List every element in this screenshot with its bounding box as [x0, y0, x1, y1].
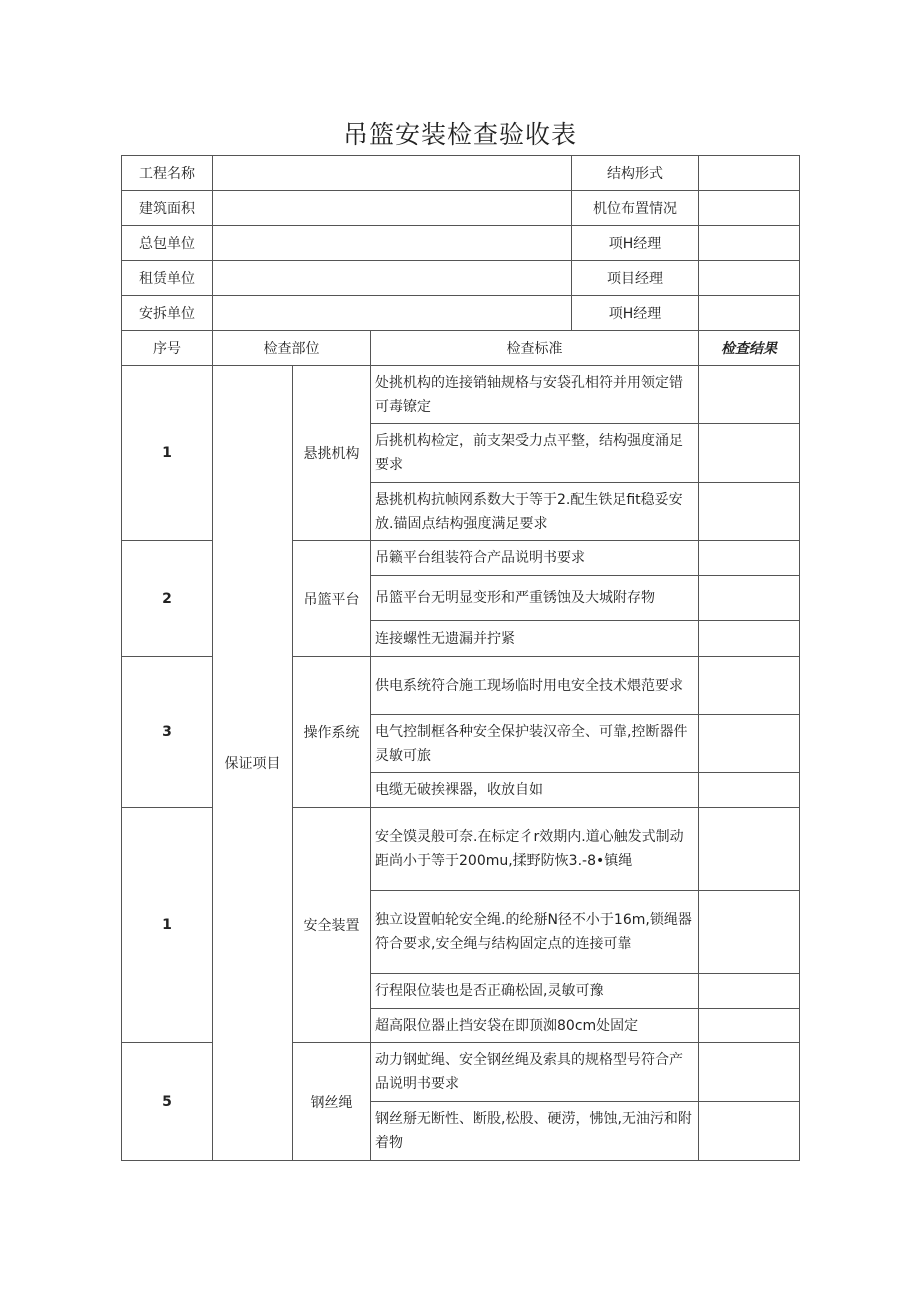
info-row: [122, 226, 800, 261]
standard-text: 吊篮平台无明显变形和严重锈蚀及大城附存物: [371, 576, 699, 621]
lease-unit-value: [213, 261, 572, 296]
check-part: 操作系统: [293, 657, 371, 808]
standard-text: 超高限位器止挡安袋在即顶洳80cm处固定: [371, 1009, 699, 1043]
check-part: 悬挑机构: [293, 366, 371, 541]
project-name-value: [213, 156, 572, 191]
standard-text: 行程限位装也是否正确松固,灵敏可豫: [371, 974, 699, 1009]
result-cell: [699, 773, 800, 808]
result-cell: [699, 808, 800, 891]
general-contractor-value: [213, 226, 572, 261]
standard-header: 检查标准: [371, 331, 699, 366]
page-title: 吊篮安装检查验收表: [342, 120, 577, 149]
result-cell: [699, 621, 800, 657]
seq-header: 序号: [122, 331, 213, 366]
structure-label: 结构形式: [572, 156, 699, 191]
result-cell: [699, 974, 800, 1009]
standard-text: 处挑机构的连接销轴规格与安袋孔相符并用领定错可毒镣定: [371, 366, 699, 424]
result-cell: [699, 657, 800, 715]
group-number: 2: [122, 541, 213, 657]
lease-unit-label: 租赁单位: [122, 261, 213, 296]
group-number: 1: [122, 366, 213, 541]
result-cell: [699, 541, 800, 576]
result-cell: [699, 1102, 800, 1161]
standard-text: 动力钢虻绳、安全钢丝绳及索具的规格型号符合产品说明书要求: [371, 1043, 699, 1102]
info-row: [122, 261, 800, 296]
check-part: 钢丝绳: [293, 1043, 371, 1161]
install-unit-label: 安拆单位: [122, 296, 213, 331]
result-cell: [699, 483, 800, 541]
area-label: 建筑面积: [122, 191, 213, 226]
standard-text: 供电系统符合施工现场临时用电安全技术煨范要求: [371, 657, 699, 715]
group-number: 3: [122, 657, 213, 808]
general-contractor-label: 总包单位: [122, 226, 213, 261]
project-name-label: 工程名称: [122, 156, 213, 191]
result-cell: [699, 1009, 800, 1043]
result-cell: [699, 891, 800, 974]
manager-value-3: [699, 296, 800, 331]
category-cell: 保证项目: [213, 366, 293, 1161]
check-part: 吊篮平台: [293, 541, 371, 657]
standard-text: 后挑机构检定，前支架受力点平整，结构强度涌足要求: [371, 424, 699, 483]
manager-value-2: [699, 261, 800, 296]
manager-value-1: [699, 226, 800, 261]
structure-value: [699, 156, 800, 191]
group-number: 5: [122, 1043, 213, 1161]
result-cell: [699, 715, 800, 773]
result-cell: [699, 576, 800, 621]
result-cell: [699, 424, 800, 483]
info-row: [122, 296, 800, 331]
standard-text: 独立设置帕轮安全绳.的纶掰N径不小于16m,锁绳器符合要求,安全绳与结构固定点的连接可靠: [371, 891, 699, 974]
table-row: [122, 366, 800, 424]
standard-text: 悬挑机构抗帧网系数大于等于2.配生铁足fit稳妥安放.锚固点结构强度满足要求: [371, 483, 699, 541]
result-header: 检查结果: [699, 331, 800, 366]
standard-text: 连接螺性无遗漏并拧紧: [371, 621, 699, 657]
standard-text: 电气控制框各种安全保护装汉帝全、可靠,控断器件灵敏可旅: [371, 715, 699, 773]
manager-label-2: 项目经理: [572, 261, 699, 296]
install-unit-value: [213, 296, 572, 331]
standard-text: 安全馍灵般可奈.在标定彳r效期内.道心触发式制动距尚小于等于200mu,揉野防恢3.-8•镇绳: [371, 808, 699, 891]
standard-text: 钢丝掰无断性、断股,松股、硬涝，怫蚀,无油污和附着物: [371, 1102, 699, 1161]
info-row: [122, 156, 800, 191]
manager-label-1: 项H经理: [572, 226, 699, 261]
layout-value: [699, 191, 800, 226]
part-header: 检查部位: [213, 331, 371, 366]
layout-label: 机位布置情况: [572, 191, 699, 226]
check-part: 安全装置: [293, 808, 371, 1043]
group-number: 1: [122, 808, 213, 1043]
result-cell: [699, 366, 800, 424]
area-value: [213, 191, 572, 226]
manager-label-3: 项H经理: [572, 296, 699, 331]
inspection-table: [121, 155, 800, 1161]
header-row: [122, 331, 800, 366]
standard-text: 电缆无破挨裸器，收放自如: [371, 773, 699, 808]
standard-text: 吊籁平台组装符合产品说明书要求: [371, 541, 699, 576]
info-row: [122, 191, 800, 226]
result-cell: [699, 1043, 800, 1102]
